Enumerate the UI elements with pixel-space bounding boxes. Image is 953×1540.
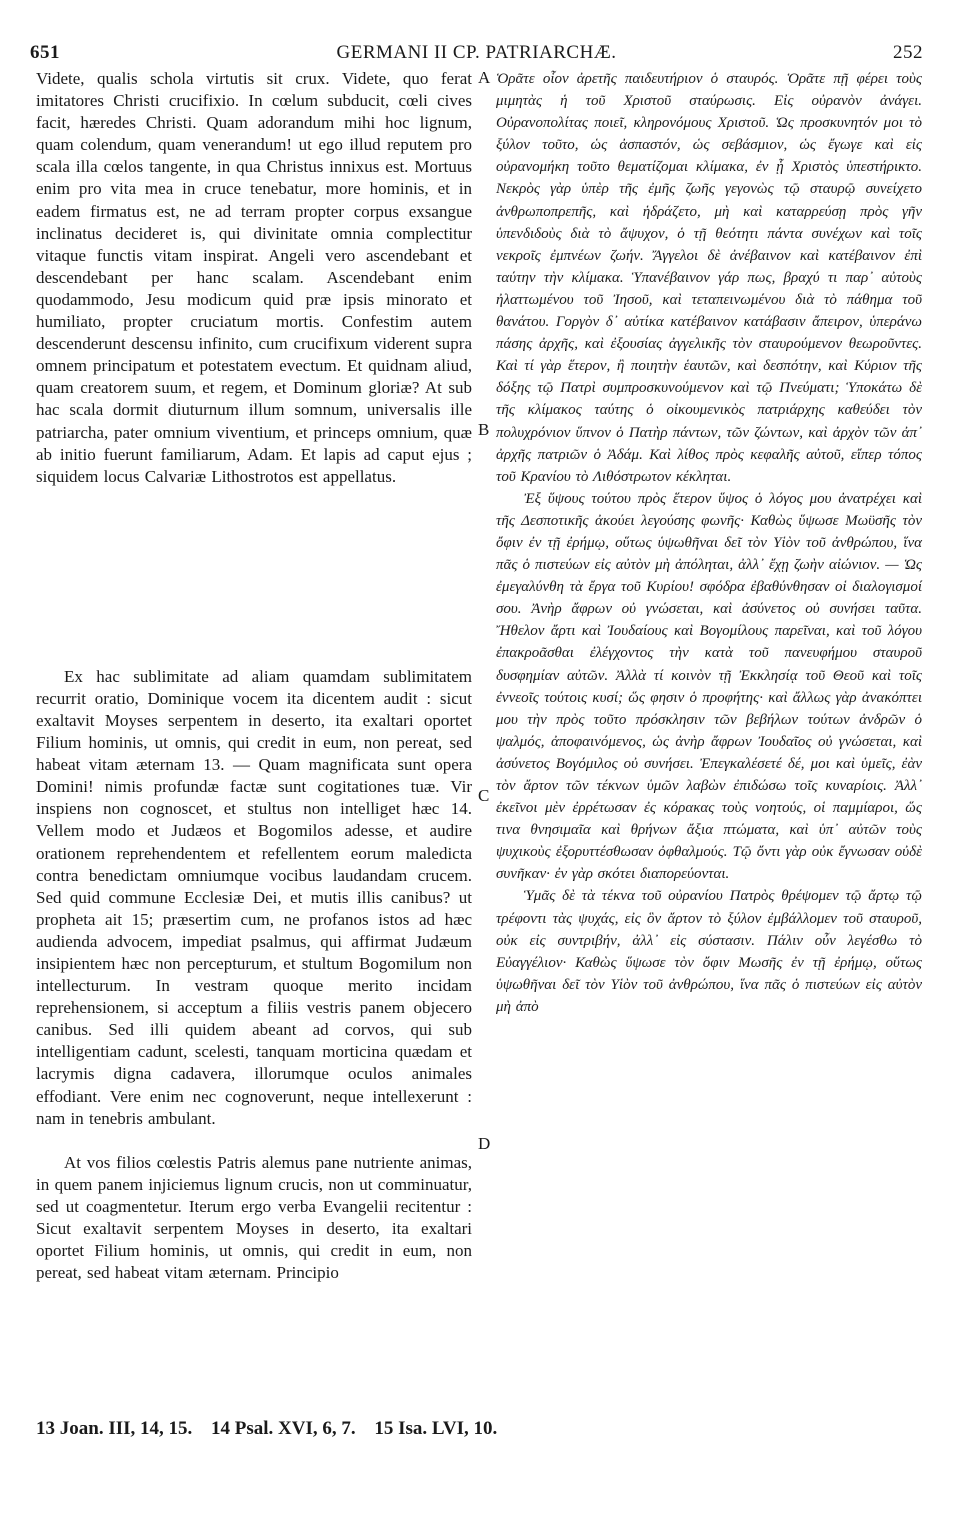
greek-paragraph-3: Ὑμᾶς δὲ τὰ τέκνα τοῦ οὐρανίου Πατρὸς θρέψομεν τῷ ἄρτῳ τῷ τρέφοντι τὰς ψυχάς, εἰς ὃν ἄρτον τὸ ξύλον ἐμβάλλομεν τοῦ σταυροῦ, οὐκ εἰς συντριβήν, ἀλλ᾽ εἰς σύστασιν. Πάλιν οὖν λεγέσθω τὸ Εὐαγγέλιον· Καθὼς ὕψωσε τὸν ὄφιν Μωσῆς ἐν τῇ ἐρήμῳ, οὕτως ὑψωθῆναι δεῖ τὸν Υἱὸν τοῦ ἀνθρώπου, ἵνα πᾶς ὁ πιστεύων εἰς αὐτὸν μὴ ἀπὸ — [496, 888, 922, 1015]
page-number-right: 252 — [893, 42, 923, 63]
footnote-13: 13 Joan. III, 14, 15. — [36, 1418, 193, 1439]
latin-paragraph-2: Ex hac sublimitate ad aliam quamdam sublimitatem recurrit oratio, Dominique vocem ita dicentem audit : sicut exaltavit Moyses serpentem in deserto, ita exaltari oportet Filium hominis, ut omnis, qui credit in eum, non pereat, sed habeat vitam æternam 13. — Quam magnificata sunt opera Domini! nimis profundæ factæ sunt cogitationes tuæ. Vir inspiens non cognoscet, et stultus non intelliget hæc 14. Vellem modo et Judæos et Bogomilos adesse, et audire orationem reprehendentem et refellentem eorum maledicta contra benedictam omniumque vocibus laudandam crucem. Sed quid commune Ecclesiæ Dei, et mutis illis canibus? ut propheta ait 15; præsertim cum, ne profanos istos ad hæc audienda advocem, impediat psalmus, qui affirmat Judæum insipientem hæc non percepturum, et stultum Bogomilum non intellecturum. In vestram quoque merito incidam reprehensionem, si acceptum a filiis vestris panem objecero canibus. Sed illi quidem abeant ad corvos, qui sub intelligentiam cadunt, scelesti, tanquam morticina quædam et lacrymis digna cadavera, illorumque oculos animales effodiant. Vere enim nec cognoverunt, neque intellexerunt : nam in tenebris ambulant. — [36, 666, 472, 1128]
latin-paragraph-3: At vos filios cœlestis Patris alemus pane nutriente animas, in quem panem injiciemus lignum crucis, non ut comminuatur, sed ut coagmentetur. Iterum ergo verba Evangelii recitentur : Sicut exaltavit serpentem Moyses in deserto, ita exaltari oportet Filium hominis, ut omnis, qui credit in eum, non pereat, sed habeat vitam æternam. Principio — [36, 1152, 472, 1283]
footnote-15: 15 Isa. LVI, 10. — [374, 1418, 498, 1439]
column-gap — [36, 1130, 472, 1152]
running-title: GERMANI II CP. PATRIARCHÆ. — [336, 42, 617, 63]
column-gap — [36, 488, 472, 666]
greek-paragraph-2: Ἐξ ὕψους τούτου πρὸς ἕτερον ὕψος ὁ λόγος μου ἀνατρέχει καὶ τῆς Δεσποτικῆς ἀκούει λεγούσης φωνῆς· Καθὼς ὕψωσε Μωϋσῆς τὸν ὄφιν ἐν τῇ ἐρήμῳ, οὕτως ὑψωθῆναι δεῖ τὸν Υἱὸν τοῦ ἀνθρώπου, ἵνα πᾶς ὁ πιστεύων εἰς αὐτὸν μὴ ἀπόληται, ἀλλ᾽ ἔχῃ ζωὴν αἰώνιον. — Ὡς ἐμεγαλύνθη τὰ ἔργα τοῦ Κυρίου! σφόδρα ἐβαθύνθησαν οἱ διαλογισμοί σου. Ἀνὴρ ἄφρων οὐ γνώσεται, καὶ ἀσύνετος οὐ συνήσει ταῦτα. Ἤθελον ἄρτι καὶ Ἰουδαίους καὶ Βογομίλους παρεῖναι, καὶ τοῦ λόγου ἐπακροᾶσθαι ἐλέγχοντος τὴν κατὰ τοῦ πανευφήμου σταυροῦ δυσφημίαν αὐτῶν. Ἀλλὰ τί κοινὸν τῇ Ἐκκλησίᾳ τοῦ Θεοῦ καὶ τοῖς ἐννεοῖς τούτοις κυσί; ὥς φησιν ὁ προφήτης· καὶ ἄλλως γὰρ ἀνακόπτει μου τὴν πρὸς τοῦτο πρόσκλησιν τῶν βεβήλων τούτων ἀνδρῶν ὁ ψαλμός, ἀποφαινόμενος, ὡς ἀνὴρ ἄφρων Ἰουδαῖος οὐ γνώσεται, καὶ ἀσύνετος Βογόμιλος οὐ συνήσει. Ἐπεγκαλέσετέ δέ, μοι καὶ ὑμεῖς, ἐὰν τὸν ἄρτον τῶν τέκνων ὑμῶν λαβὼν ἐπιδώσω τοῖς κυναρίοις. Ἀλλ᾽ ἐκεῖνοι μὲν ἐρρέτωσαν ἐς κόρακας τοὺς νοητούς, οἱ παμμίαροι, ὥς τινα θνησιμαῖα καὶ θρήνων ἄξια πτώματα, καὶ ὑπ᾽ αὐτῶν τοὺς ψυχικοὺς ἐξορυττέσθωσαν ὀφθαλμούς. Τῷ ὄντι γὰρ οὐκ ἔγνωσαν οὐδὲ συνῆκαν· ἐν γὰρ σκότει διαπορεύονται. — [496, 490, 922, 883]
footnote-14: 14 Psal. XVI, 6, 7. — [211, 1418, 356, 1439]
margin-marker-b: B — [478, 420, 490, 439]
greek-column — [496, 68, 922, 1018]
page-number-left: 651 — [30, 42, 60, 63]
page-header — [30, 28, 923, 68]
footnotes — [36, 1418, 511, 1440]
margin-marker-a: A — [478, 68, 491, 87]
margin-marker-c: C — [478, 786, 490, 805]
latin-paragraph-1: Videte, qualis schola virtutis sit crux. Videte, quo ferat imitatores Christi crucifixio. In cœlum subducit, cœli cives facit, hæredes Christi. Quam adorandum mihi hoc lignum, quam colendum, quam venerandum! ut ego illud reputem pro scala illa cœlos tangente, in qua Christus innixus est. Mortuus enim pro vita mea in cruce tenebatur, more hominis, et in eadem firmatus est, ne ad terram propter corpus exsangue inclinatus decideret is, qui divinitate omnia complectitur vitaque functis vitam inspirat. Angeli vero ascendebant et descendebant per hanc scalam. Ascendebant enim quodammodo, Jesu modicum quid præ ipsis minorato et humiliato, propter cruciatum mortis. Confestim autem descenderunt descensu infinito, cum crucifixum viderent supra omnem principatum et potestatem evectum. Et quidnam aliud, quam creatorem suum, et regem, et Dominum gloriæ? At sub hac scala dormit diuturnum illum somnum, universalis ille patriarcha, pater omnium viventium, et princeps omnium, quæ ab initio fuerunt familiarum, Adam. Et lapis ad caput ejus ; siquidem locus Calvariæ Lithostrotos est appellatus. — [36, 69, 472, 486]
greek-paragraph-1: Ὁρᾶτε οἷον ἀρετῆς παιδευτήριον ὁ σταυρός. Ὁρᾶτε πῇ φέρει τοὺς μιμητὰς ἡ τοῦ Χριστοῦ σταύρωσις. Εἰς οὐρανὸν ἀνάγει. Οὐρανοπολίτας ποιεῖ, κληρονόμους Χριστοῦ. Ὡς προσκυνητόν μοι τὸ ξύλον τοῦτο, ὡς ἀσπαστόν, ὡς σεβάσμιον, ὡς ἔγωγε καὶ εἰς οὐρανομήκη τοῦτο θεματίζομαι κλίμακα, ἐν ᾗ Χριστὸς ὑπεστήρικτο. Νεκρὸς γὰρ ὑπὲρ τῆς ἐμῆς ζωῆς γεγονὼς τῷ σταυρῷ συνείχετο ἀνθρωποπρεπῆς, καὶ ἡδράζετο, μὴ καὶ καταρρεύσῃ πρὸς γῆν ὑπενδιδοὺς διὰ τὸ ἄψυχον, ὁ τῇ θεότητι πάντα συνέχων καὶ τοῖς νεκροῖς ἐμπνέων ζωήν. Ἄγγελοι δὲ ἀνέβαινον καὶ κατέβαινον ἐπὶ ταύτην τὴν κλίμακα. Ὑπανέβαινον γάρ πως, βραχύ τι παρ᾽ αὐτοὺς ἠλαττωμένου τοῦ Ἰησοῦ, καὶ τεταπεινωμένου διὰ τὸ πάθημα τοῦ θανάτου. Γοργὸν δ᾽ αὐτίκα κατέβαινον κατάβασιν ἄπειρον, ὑπεράνω πάσης ἀρχῆς, καὶ ἐξουσίας ἀγγελικῆς τὸν σταυρούμενον θεωροῦντες. Καὶ τί γὰρ ἕτερον, ἢ ποιητὴν ἑαυτῶν, καὶ δεσπότην, καὶ Κύριον τῆς δόξης τῷ Πατρὶ συμπροσκυνούμενον καὶ τῷ Πνεύματι; Ὑποκάτω δὲ τῆς κλίμακος ταύτης ὁ οἰκουμενικὸς πατριάρχης καθεύδει τὸν πολυχρόνιον ὕπνον ὁ Πατὴρ πάντων, τῶν ζώντων, καὶ ἀρχὸν τῶν ἀπ᾽ ἀρχῆς πατριῶν ὁ Ἀδάμ. Καὶ λίθος πρὸς κεφαλῆς αὐτοῦ, εἴπερ τόπος τοῦ Κρανίου τὸ Λιθόστρωτον κέκληται. — [496, 71, 922, 485]
latin-column — [36, 68, 472, 1284]
margin-marker-d: D — [478, 1134, 491, 1153]
